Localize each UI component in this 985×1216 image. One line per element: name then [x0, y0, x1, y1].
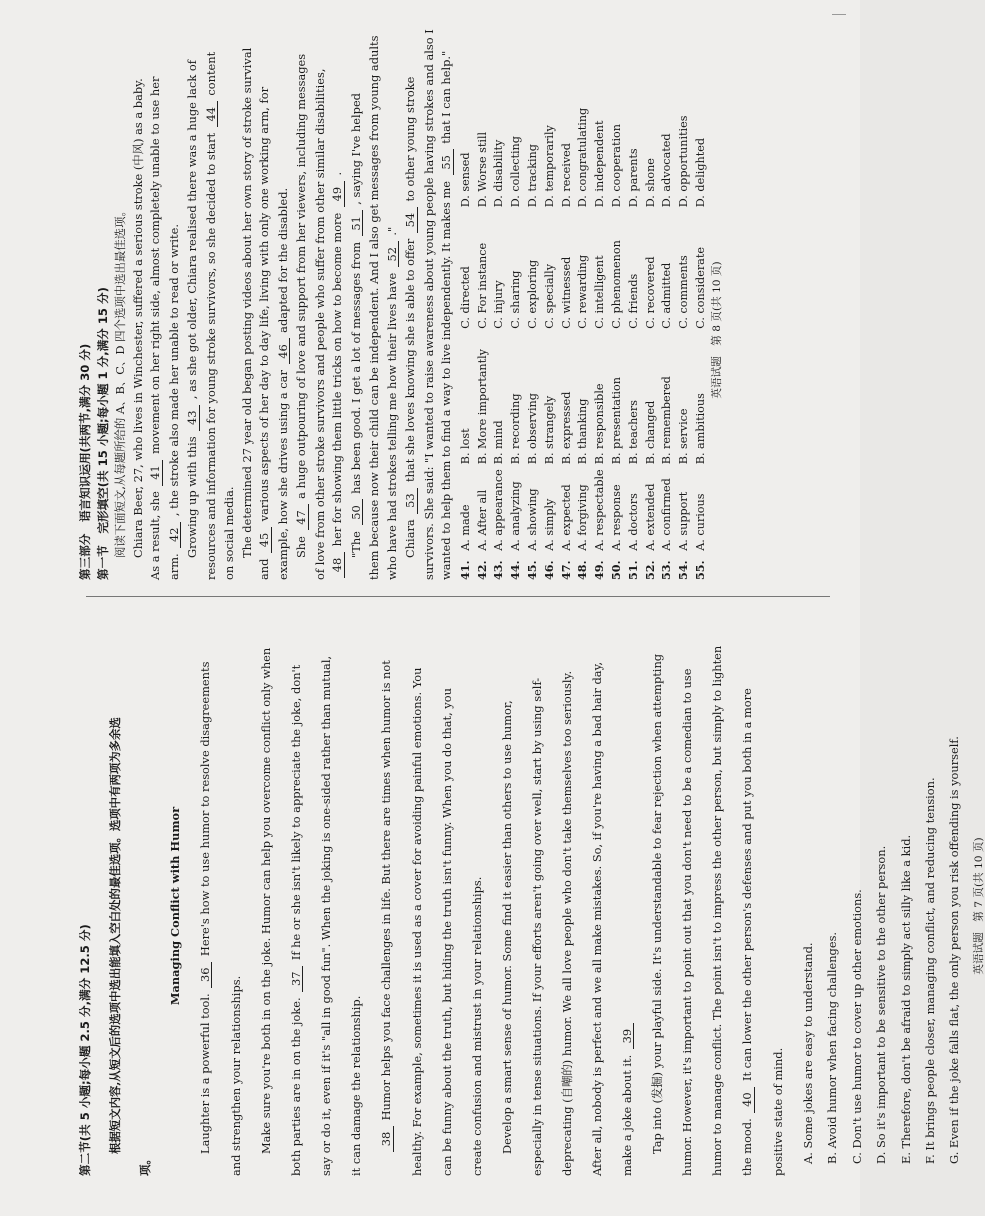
text-line — [258, 636, 273, 1176]
text-segment: wanted to help them to find a way to live independently. It makes me — [439, 181, 454, 580]
text-line — [312, 68, 327, 580]
article-passage — [197, 636, 786, 1176]
option-d: D. advocated — [660, 133, 674, 208]
text-segment: movement on her right side, almost completely unable to use her — [148, 76, 163, 454]
text-segment: who have had strokes telling me how their lives have — [384, 272, 399, 580]
text-segment: the mood. — [740, 1118, 755, 1176]
text-line — [529, 636, 544, 1176]
text-segment: , as she got older, Chiara realised there was a huge lack of — [185, 60, 200, 400]
blank-number: 40 — [742, 1087, 754, 1113]
question-row — [527, 80, 544, 580]
question-number: 45. — [525, 560, 540, 580]
question-number: 44. — [508, 560, 523, 580]
text-line — [294, 53, 309, 580]
text-line — [351, 636, 362, 1176]
option-d: D. collecting — [509, 136, 523, 208]
answer-options — [800, 636, 962, 1176]
text-segment: Humor helps you face challenges in life. But there are times when humor is not — [379, 660, 394, 1121]
text-segment: that I can help." — [439, 50, 454, 144]
blank-number: 37 — [291, 966, 303, 992]
text-segment: Develop a smart sense of humor. Some find it easier than others to use humor, — [499, 700, 514, 1154]
option-d: D. disability — [492, 139, 506, 208]
instruction: 阅读下面短文,从每题所给的 A、B、C、D 四个选项中选出最佳选项。 — [113, 205, 128, 558]
option-a: A. confirmed — [660, 478, 674, 551]
option-item: D. So it's important to be sensitive to the other person. — [874, 845, 889, 1164]
text-line — [224, 80, 235, 580]
option-b: B. strangely — [542, 395, 556, 465]
text-line — [439, 50, 454, 580]
text-segment: has been good. I get a lot of messages from — [348, 241, 363, 494]
instruction-line-2: 项。 — [138, 1153, 152, 1176]
option-b: B. service — [677, 408, 691, 465]
option-c: C. injury — [492, 280, 506, 329]
option-item: F. It brings people closer, managing conflict, and reducing tension. — [922, 777, 937, 1164]
blank-number: 54 — [405, 207, 417, 233]
option-item: G. Even if the joke falls flat, the only person you risk offending is yourself. — [947, 736, 962, 1164]
text-segment: , saying I've helped — [348, 93, 363, 205]
question-number: 55. — [693, 560, 708, 580]
blank-number: 47 — [296, 504, 308, 530]
question-row — [577, 80, 594, 580]
text-line — [348, 80, 363, 580]
option-d: D. congratulating — [576, 107, 590, 208]
text-line — [469, 636, 484, 1176]
option-a: A. extended — [643, 483, 657, 551]
text-line — [589, 636, 604, 1176]
page-footer: 英语试题 第 7 页(共 10 页) — [972, 837, 985, 975]
blank-number: 38 — [381, 1126, 393, 1152]
option-d: D. parents — [626, 148, 640, 208]
option-b: B. responsible — [593, 383, 607, 465]
blank-number: 44 — [206, 101, 218, 127]
option-a: A. simply — [542, 498, 556, 551]
page-8 — [78, 29, 770, 580]
text-segment: humor to manage conflict. The point isn't to impress the other person, but simply to lighten — [710, 645, 725, 1176]
question-number: 41. — [457, 560, 472, 580]
text-line — [412, 636, 423, 1176]
text-segment: As a result, she — [148, 491, 163, 580]
blank-number: 51 — [351, 210, 363, 236]
blank-number: 49 — [332, 181, 344, 207]
option-c: C. specially — [542, 263, 556, 329]
part-title: 第三部分 语言知识运用(共两节,满分 30 分) — [78, 343, 92, 580]
option-c: C. exploring — [526, 259, 540, 329]
blank-number: 52 — [387, 241, 399, 267]
text-line — [682, 636, 693, 1176]
text-segment: Laughter is a powerful tool. — [197, 993, 212, 1154]
option-c: C. considerate — [694, 247, 708, 329]
option-a: A. doctors — [626, 493, 640, 551]
option-b: B. mind — [492, 420, 506, 465]
text-line — [421, 29, 436, 580]
text-line — [275, 80, 290, 580]
text-segment: both parties are in on the joke. — [288, 997, 303, 1176]
blank-number: 39 — [622, 1023, 634, 1049]
question-row — [645, 80, 662, 580]
text-segment: She — [294, 536, 309, 558]
text-segment: Tap into (发掘) your playful side. It's understandable to fear rejection when attempting — [650, 653, 665, 1154]
option-item: A. Some jokes are easy to understand. — [800, 942, 815, 1164]
text-segment: and strengthen your relationships. — [228, 975, 243, 1176]
text-line — [203, 51, 218, 580]
text-line — [367, 35, 382, 580]
cloze-options-table — [457, 80, 712, 580]
text-segment: After all, nobody is perfect and we all make mistakes. So, if you're having a bad hair day, — [589, 661, 604, 1176]
text-segment: various aspects of her day to day life, living with only one working arm, for — [257, 86, 272, 522]
option-c: C. admitted — [660, 262, 674, 329]
text-segment: Make sure you're both in on the joke. Humor can help you overcome conflict only when — [258, 647, 273, 1154]
question-number: 52. — [642, 560, 657, 580]
text-segment: Chiara Beer, 27, who lives in Winchester, suffered a serious stroke (中风) as a baby. — [130, 78, 145, 558]
option-c: C. For instance — [475, 242, 489, 329]
text-segment: The determined 27 year old began posting videos about her own story of stroke survival — [239, 47, 254, 558]
question-number: 54. — [676, 560, 691, 580]
option-b: B. remembered — [660, 376, 674, 465]
option-a: A. support — [677, 491, 691, 551]
cloze-passage — [130, 29, 454, 580]
text-line — [239, 47, 254, 580]
text-segment: to other young stroke — [403, 76, 418, 202]
text-line — [619, 636, 634, 1176]
text-line — [288, 636, 303, 1176]
blank-number: 36 — [200, 962, 212, 988]
text-line — [228, 636, 243, 1176]
option-c: C. witnessed — [559, 256, 573, 329]
blank-number: 42 — [169, 522, 181, 548]
text-line — [381, 636, 393, 1176]
option-c: C. rewarding — [576, 254, 590, 329]
option-c: C. phenomenon — [610, 240, 624, 329]
text-segment: her for showing them little tricks on how to become more — [330, 212, 345, 547]
question-number: 42. — [474, 560, 489, 580]
text-segment: adapted for the disabled. — [275, 187, 290, 333]
question-row — [493, 80, 510, 580]
text-line — [652, 636, 663, 1176]
question-row — [661, 80, 678, 580]
text-segment: it can damage the relationship. — [349, 995, 364, 1176]
blank-number: 50 — [351, 499, 363, 525]
page-footer: 英语试题 第 8 页(共 10 页) — [710, 261, 723, 399]
blank-number: 45 — [259, 527, 271, 553]
blank-number: 53 — [405, 488, 417, 514]
text-segment: deprecating (自嘲的) humor. We all love people who don't take themselves too seriously. — [559, 670, 574, 1176]
text-segment: "The — [348, 531, 363, 558]
text-segment: create confusion and mistrust in your relationships. — [469, 876, 484, 1176]
option-a: A. analyzing — [509, 481, 523, 551]
text-line — [259, 80, 271, 580]
question-number: 50. — [609, 560, 624, 580]
option-d: D. independent — [593, 120, 607, 208]
text-segment: positive state of mind. — [771, 1047, 786, 1176]
option-b: B. thanking — [576, 398, 590, 465]
text-segment: arm. — [166, 553, 181, 580]
option-b: B. recording — [509, 393, 523, 465]
option-a: A. After all — [475, 489, 489, 551]
option-c: C. friends — [626, 273, 640, 329]
blank-number: 43 — [187, 405, 199, 431]
option-d: D. cooperation — [610, 124, 624, 208]
text-segment: on social media. — [222, 486, 237, 580]
instruction-line-1: 根据短文内容,从短文后的选项中选出能填入空白处的最佳选项。选项中有两项为多余选 — [108, 717, 123, 1154]
option-a: A. forgiving — [576, 484, 590, 551]
edge-mark — [832, 14, 846, 15]
blank-number: 48 — [332, 552, 344, 578]
option-d: D. opportunities — [677, 115, 691, 208]
text-segment: Here's how to use humor to resolve disagreements — [197, 661, 212, 957]
text-segment: , the stroke also made her unable to read or write. — [166, 224, 181, 517]
option-a: A. curious — [694, 493, 708, 551]
question-row — [477, 80, 494, 580]
option-c: C. recovered — [643, 256, 657, 329]
text-line — [197, 636, 212, 1176]
text-segment: humor. However, it's important to point out that you don't need to be a comedian to use — [680, 668, 695, 1176]
option-c: C. intelligent — [593, 255, 607, 329]
text-line — [148, 76, 163, 580]
text-segment: If he or she isn't likely to appreciate the joke, don't — [288, 664, 303, 961]
text-segment: a huge outpouring of love and support from her viewers, including messages — [294, 53, 309, 499]
blank-number: 41 — [150, 460, 162, 486]
question-row — [678, 80, 695, 580]
section-title: 第二节(共 5 小题;每小题 2.5 分,满分 12.5 分) — [78, 924, 92, 1176]
text-line — [130, 78, 145, 580]
question-row — [611, 80, 628, 580]
option-b: B. More importantly — [475, 349, 489, 465]
option-b: B. expressed — [559, 391, 573, 465]
text-line — [185, 60, 200, 580]
text-line — [712, 636, 723, 1176]
question-number: 47. — [558, 560, 573, 580]
question-row — [594, 80, 611, 580]
text-segment: can be funny about the truth, but hiding the truth isn't funny. When you do that, you — [440, 688, 455, 1176]
option-b: B. ambitious — [694, 393, 708, 465]
text-segment: content — [203, 51, 218, 96]
option-d: D. sensed — [458, 152, 472, 208]
option-d: D. temporarily — [542, 125, 556, 208]
question-row — [460, 80, 477, 580]
option-c: C. comments — [677, 255, 691, 329]
option-item: E. Therefore, don't be afraid to simply act silly like a kid. — [898, 834, 913, 1164]
option-a: A. respectable — [593, 469, 607, 551]
text-segment: make a joke about it. — [619, 1054, 634, 1176]
text-line — [559, 636, 574, 1176]
text-segment: Chiara — [403, 519, 418, 558]
text-line — [332, 80, 344, 580]
option-a: A. expected — [559, 484, 573, 551]
option-b: B. changed — [643, 400, 657, 465]
option-a: A. showing — [526, 488, 540, 551]
text-segment: ." — [384, 226, 399, 236]
text-line — [499, 636, 514, 1176]
page-7 — [78, 636, 985, 1176]
text-line — [742, 636, 754, 1176]
question-number: 48. — [575, 560, 590, 580]
question-number: 53. — [659, 560, 674, 580]
option-item: B. Avoid humor when facing challenges. — [825, 931, 840, 1164]
question-number: 46. — [541, 560, 556, 580]
text-segment: especially in tense situations. If your efforts aren't going over well, start by using self- — [529, 677, 544, 1176]
text-line — [442, 636, 453, 1176]
text-line — [773, 636, 784, 1176]
text-line — [403, 76, 418, 580]
option-d: D. tracking — [526, 144, 540, 208]
page-fold-divider — [86, 596, 830, 597]
question-row — [628, 80, 645, 580]
text-line — [384, 80, 399, 580]
text-line — [166, 80, 181, 580]
blank-number: 46 — [278, 338, 290, 364]
question-row — [695, 80, 712, 580]
text-segment: that she loves knowing she is able to offer — [403, 238, 418, 483]
text-segment: of love from other stroke survivors and people who suffer from other similar disabilities, — [312, 68, 327, 580]
option-c: C. directed — [458, 266, 472, 329]
option-item: C. Don't use humor to cover up other emotions. — [849, 889, 864, 1164]
text-segment: resources and information for young stroke survivors, so she decided to start — [203, 132, 218, 580]
text-line — [321, 636, 332, 1176]
option-d: D. received — [559, 143, 573, 208]
option-d: D. delighted — [694, 137, 708, 208]
question-number: 49. — [592, 560, 607, 580]
question-number: 51. — [625, 560, 640, 580]
text-segment: Growing up with this — [185, 436, 200, 558]
question-row — [561, 80, 578, 580]
text-segment: example, how she drives using a car — [275, 370, 290, 580]
text-segment: and — [257, 558, 272, 580]
option-b: B. observing — [526, 393, 540, 465]
option-d: D. shone — [643, 158, 657, 208]
option-b: B. teachers — [626, 399, 640, 465]
option-a: A. made — [458, 504, 472, 551]
text-segment: healthy. For example, sometimes it is used as a cover for avoiding painful emotions. You — [410, 667, 425, 1176]
text-segment: It can lower the other person's defenses and put you both in a more — [740, 688, 755, 1082]
question-number: 43. — [491, 560, 506, 580]
text-segment: . — [330, 171, 345, 176]
option-a: A. appearance — [492, 469, 506, 551]
text-segment: survivors. She said: "I wanted to raise awareness about young people having strokes and also I — [421, 29, 436, 580]
blank-number: 55 — [441, 149, 453, 175]
section-title: 第一节 完形填空(共 15 小题;每小题 1 分,满分 15 分) — [95, 287, 110, 580]
option-b: B. lost — [458, 428, 472, 465]
option-d: D. Worse still — [475, 131, 489, 208]
option-b: B. presentation — [610, 377, 624, 465]
option-a: A. response — [610, 484, 624, 551]
question-row — [544, 80, 561, 580]
text-segment: them because now their child can be independent. And I also get messages from young adults — [367, 35, 382, 580]
option-c: C. sharing — [509, 270, 523, 329]
question-row — [510, 80, 527, 580]
text-segment: say or do it, even if it's "all in good fun". When the joking is one-sided rather than mutual, — [319, 655, 334, 1176]
article-title: Managing Conflict with Humor — [167, 806, 182, 1006]
